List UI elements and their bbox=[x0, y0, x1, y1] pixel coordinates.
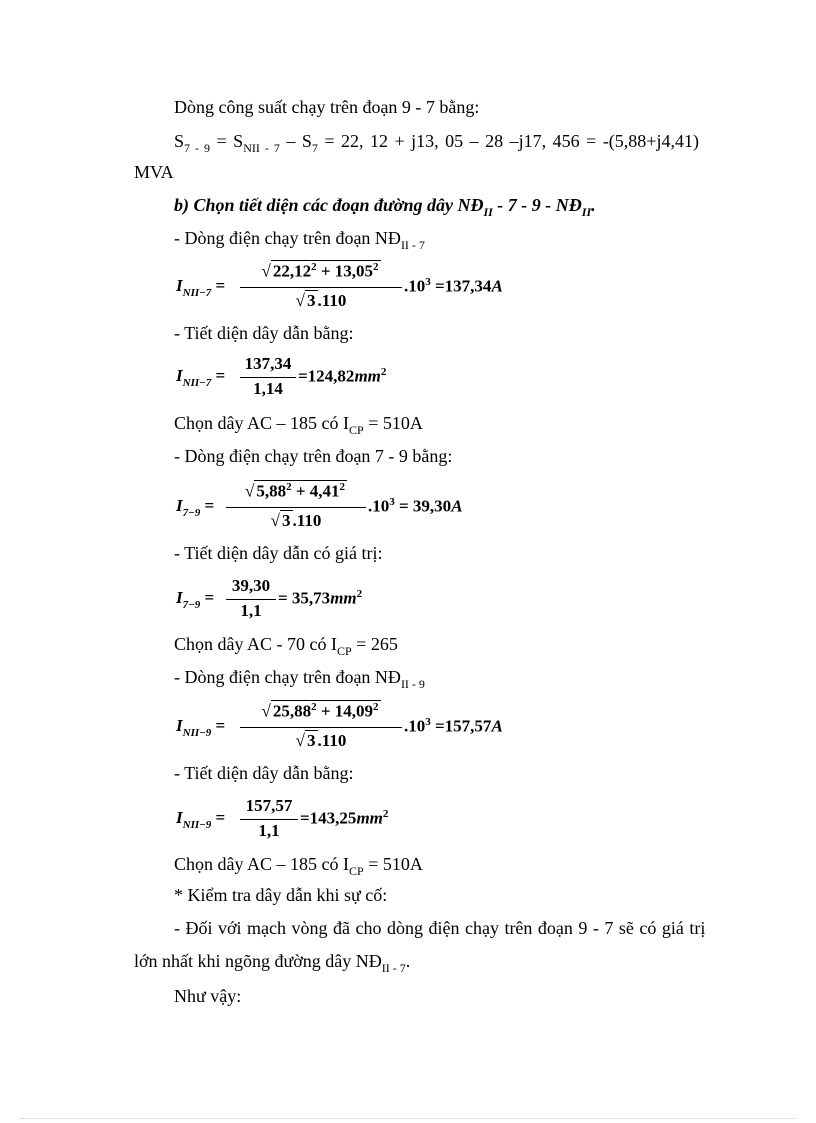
text: = 22, 12 + j13, 05 – 28 –j17, 456 = -(5,88+j4,41) bbox=[317, 131, 699, 151]
denominator: 1,14 bbox=[253, 379, 283, 398]
symbol-subscript: 7−9 bbox=[182, 599, 201, 611]
equals: = bbox=[215, 366, 226, 385]
line-current-nd-7 bbox=[174, 227, 425, 256]
line-current-nd-9 bbox=[174, 666, 425, 695]
subscript: II - 7 bbox=[400, 238, 425, 252]
radicand-b: + 13,05 bbox=[320, 261, 374, 281]
equation-lhs bbox=[176, 716, 225, 739]
fraction-bar bbox=[240, 727, 402, 728]
symbol: I bbox=[176, 808, 183, 827]
power: 2 bbox=[373, 261, 379, 273]
symbol: I bbox=[176, 716, 183, 735]
result: =143,25 bbox=[300, 808, 357, 828]
multiplier: .10 bbox=[368, 496, 390, 516]
fraction bbox=[240, 258, 402, 314]
line-mva: MVA bbox=[134, 162, 174, 182]
subscript: 7 bbox=[311, 141, 318, 155]
subscript: CP bbox=[349, 423, 364, 437]
power: 2 bbox=[373, 701, 379, 713]
symbol-subscript: NII−7 bbox=[182, 377, 212, 389]
line-choose-ac70 bbox=[174, 633, 398, 662]
power: 2 bbox=[311, 701, 317, 713]
equation-rhs bbox=[368, 496, 463, 517]
section-heading-b bbox=[174, 194, 596, 223]
equation-rhs bbox=[300, 808, 388, 829]
numerator: √ $5,88^2 + 4,41^2$ bbox=[244, 481, 346, 501]
power: 2 bbox=[356, 588, 363, 600]
fraction bbox=[226, 574, 276, 622]
equation-rhs bbox=[298, 366, 386, 387]
line-choose-ac185-2 bbox=[174, 853, 423, 882]
fraction-bar bbox=[240, 377, 296, 378]
subscript: II bbox=[483, 205, 493, 219]
line-loop-note: - Đối với mạch vòng đã cho dòng điện chạy trên đoạn 9 - 7 sẽ có giá trị bbox=[174, 918, 706, 938]
equation-rhs bbox=[404, 716, 503, 737]
power: 2 bbox=[339, 481, 346, 493]
denominator-rest: .110 bbox=[317, 731, 347, 750]
symbol-subscript: 7−9 bbox=[182, 507, 201, 519]
equation-lhs bbox=[176, 808, 225, 831]
denominator: √ 3 .110 bbox=[270, 511, 322, 530]
equation-i-nii-7 bbox=[176, 258, 516, 314]
fraction bbox=[240, 352, 296, 400]
line-thus: Như vậy: bbox=[174, 986, 242, 1006]
text: Chọn dây AC – 185 có I bbox=[174, 854, 349, 874]
numerator: 157,57 bbox=[245, 796, 293, 815]
equation-i-nii-9 bbox=[176, 698, 516, 754]
denominator-rest: .110 bbox=[292, 511, 322, 530]
equation-tiet-dien-nii-7 bbox=[176, 352, 436, 400]
text: - Dòng điện chạy trên đoạn NĐ bbox=[174, 667, 401, 687]
page-footer-rule bbox=[20, 1118, 796, 1119]
text: Chọn dây AC – 185 có I bbox=[174, 413, 349, 433]
power: 2 bbox=[380, 366, 387, 378]
subscript: II - 9 bbox=[400, 677, 425, 691]
radicand-a: 25,88 bbox=[272, 701, 312, 721]
denominator: √ 3 .110 bbox=[295, 291, 347, 310]
radicand-a: 22,12 bbox=[272, 261, 312, 281]
symbol-subscript: NII−9 bbox=[182, 727, 212, 739]
text: S bbox=[174, 131, 185, 151]
numerator: 137,34 bbox=[244, 354, 292, 373]
symbol-subscript: NII−9 bbox=[182, 819, 212, 831]
denominator-sqrt: 3 bbox=[307, 731, 316, 750]
power: 3 bbox=[425, 716, 431, 728]
numerator: √ $22,12^2 + 13,05^2$ bbox=[261, 261, 379, 281]
line-section-3: - Tiết diện dây dẫn bằng: bbox=[174, 763, 354, 783]
equals: = bbox=[215, 716, 226, 735]
line-fault-check: * Kiểm tra dây dẫn khi sự cố: bbox=[174, 885, 388, 905]
subscript: II bbox=[581, 205, 592, 219]
result: =124,82 bbox=[298, 366, 355, 386]
denominator: √ 3 .110 bbox=[295, 731, 347, 750]
equation-lhs bbox=[176, 588, 214, 611]
text: . bbox=[591, 195, 596, 215]
unit: mm bbox=[354, 366, 381, 386]
equals: = bbox=[204, 496, 215, 515]
equation-lhs bbox=[176, 366, 225, 389]
equation-tiet-dien-nii-9 bbox=[176, 794, 436, 842]
equation-lhs bbox=[176, 496, 214, 519]
symbol: I bbox=[176, 276, 183, 295]
text: b) Chọn tiết diện các đoạn đường dây NĐ bbox=[174, 195, 484, 215]
text: - Dòng điện chạy trên đoạn NĐ bbox=[174, 228, 401, 248]
denominator: 1,1 bbox=[258, 821, 280, 840]
subscript: 7 - 9 bbox=[184, 141, 211, 155]
multiplier: .10 bbox=[404, 276, 426, 296]
symbol: I bbox=[176, 496, 183, 515]
unit: A bbox=[491, 276, 503, 296]
power: 3 bbox=[389, 496, 395, 508]
numerator: √ $25,88^2 + 14,09^2$ bbox=[261, 701, 379, 721]
power: 2 bbox=[311, 261, 317, 273]
fraction-bar bbox=[226, 507, 366, 508]
text: = 510A bbox=[363, 413, 423, 433]
text: – S bbox=[279, 131, 312, 151]
equation-rhs bbox=[404, 276, 503, 297]
multiplier: .10 bbox=[404, 716, 426, 736]
fraction bbox=[226, 478, 366, 534]
line-s79-equation bbox=[174, 130, 699, 159]
result: =137,34 bbox=[435, 276, 492, 296]
equals: = bbox=[215, 808, 226, 827]
radicand-b: + 4,41 bbox=[295, 481, 340, 501]
fraction bbox=[240, 794, 298, 842]
line-section-1: - Tiết diện dây dẫn bằng: bbox=[174, 323, 354, 343]
subscript: CP bbox=[336, 644, 352, 658]
power: 2 bbox=[382, 808, 389, 820]
result: =157,57 bbox=[435, 716, 492, 736]
denominator-sqrt: 3 bbox=[307, 291, 316, 310]
subscript: CP bbox=[349, 864, 364, 878]
equals: = bbox=[215, 276, 226, 295]
symbol: I bbox=[176, 588, 183, 607]
symbol-subscript: NII−7 bbox=[182, 287, 212, 299]
subscript: II - 7 bbox=[381, 961, 406, 975]
unit: A bbox=[451, 496, 463, 516]
fraction bbox=[240, 698, 402, 754]
unit: A bbox=[491, 716, 503, 736]
result: = 35,73 bbox=[278, 588, 331, 608]
radicand-b: + 14,09 bbox=[320, 701, 374, 721]
line-choose-ac185 bbox=[174, 412, 423, 441]
fraction-bar bbox=[240, 819, 298, 820]
text: lớn nhất khi ngõng đường dây NĐ bbox=[134, 951, 382, 971]
symbol: I bbox=[176, 366, 183, 385]
radicand-a: 5,88 bbox=[256, 481, 287, 501]
line-loop-note-cont bbox=[134, 950, 410, 979]
text: = 265 bbox=[351, 634, 398, 654]
line-section-2: - Tiết diện dây dẫn có giá trị: bbox=[174, 543, 383, 563]
equation-tiet-dien-7-9 bbox=[176, 574, 406, 622]
power: 2 bbox=[286, 481, 292, 493]
numerator: 39,30 bbox=[231, 576, 271, 595]
unit: mm bbox=[356, 808, 383, 828]
result: = 39,30 bbox=[399, 496, 452, 516]
power: 3 bbox=[425, 276, 431, 288]
denominator-sqrt: 3 bbox=[282, 511, 291, 530]
subscript: NII - 7 bbox=[243, 141, 280, 155]
text: = S bbox=[210, 131, 244, 151]
text: = 510A bbox=[363, 854, 423, 874]
fraction-bar bbox=[240, 287, 402, 288]
equation-lhs bbox=[176, 276, 225, 299]
line-flow-heading: Dòng công suất chạy trên đoạn 9 - 7 bằng: bbox=[174, 97, 480, 117]
fraction-bar bbox=[226, 599, 276, 600]
denominator-rest: .110 bbox=[317, 291, 347, 310]
text: . bbox=[405, 951, 411, 971]
unit: mm bbox=[330, 588, 357, 608]
line-current-7-9: - Dòng điện chạy trên đoạn 7 - 9 bằng: bbox=[174, 446, 453, 466]
equation-rhs bbox=[278, 588, 362, 609]
equals: = bbox=[204, 588, 215, 607]
equation-i-7-9 bbox=[176, 478, 476, 534]
text: - 7 - 9 - NĐ bbox=[492, 195, 582, 215]
text: Chọn dây AC - 70 có I bbox=[174, 634, 337, 654]
denominator: 1,1 bbox=[240, 601, 262, 620]
